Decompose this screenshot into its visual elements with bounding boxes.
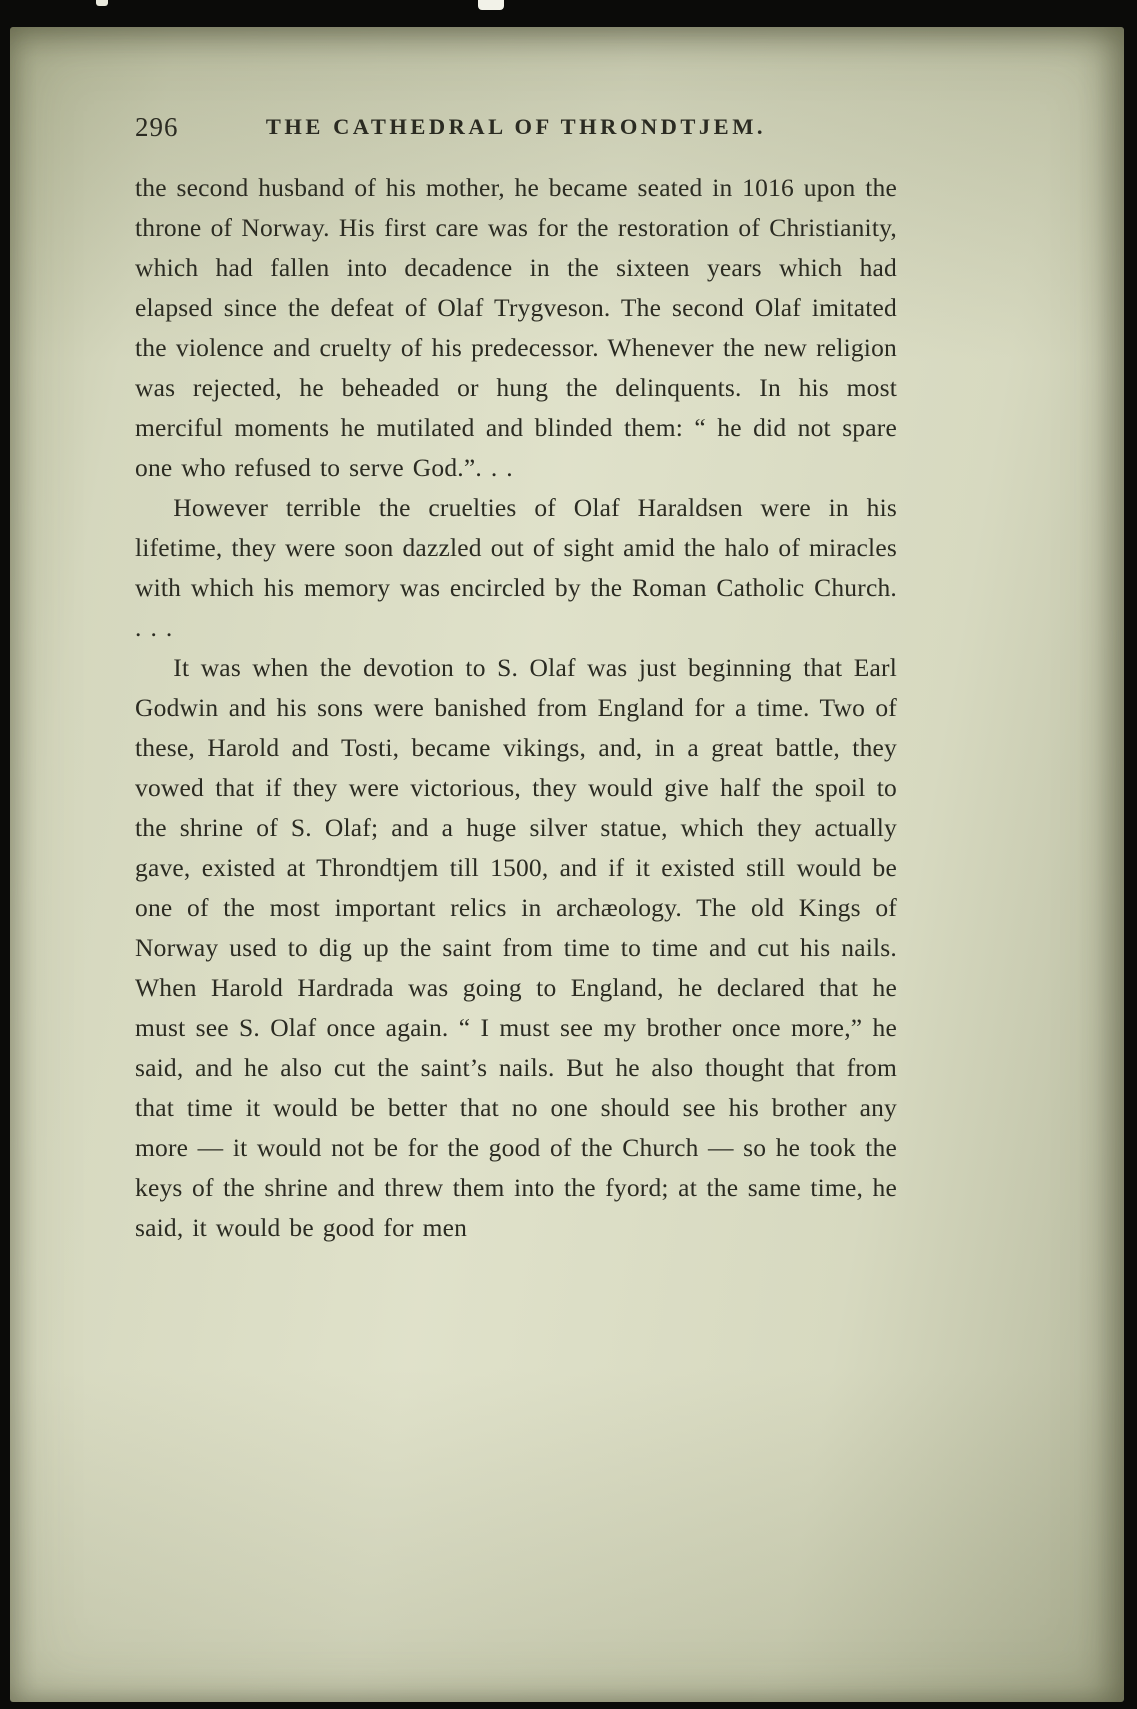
running-title: THE CATHEDRAL OF THRONDTJEM. <box>265 114 767 139</box>
paragraph: It was when the devotion to S. Olaf was just beginning that Earl Godwin and his sons were banished from England for a time. Two of these, Harold and Tosti, became vikings, and, in a great battle, they vowed that if they were victorious, they would give half the spoil to the shrine of S. Olaf; and a huge silver statue, which they actually gave, existed at Throndtjem till 1500, and if it existed still would be one of the most important relics in archæology. The old Kings of Norway used to dig up the saint from time to time and cut his nails. When Harold Hardrada was going to England, he declared that he must see S. Olaf once again. “ I must see my brother once more,” he said, and he also cut the saint’s nails. But he also thought that from that time it would be better that no one should see his brother any more — it would not be for the good of the Church — so he took the keys of the shrine and threw them into the fyord; at the same time, he said, it would be good for men <box>135 653 897 1242</box>
page-header <box>135 110 897 150</box>
scan-artifact-notch <box>478 0 504 10</box>
page-number: 296 <box>135 112 179 142</box>
paragraph: the second husband of his mother, he became seated in 1016 upon the throne of Norway. His first care was for the restoration of Christianity, which had fallen into decadence in the sixteen years which had elapsed since the defeat of Olaf Trygveson. The second Olaf imitated the violence and cruelty of his predecessor. Whenever the new religion was rejected, he beheaded or hung the delinquents. In his most merciful moments he mutilated and blinded them: “ he did not spare one who refused to serve God.”. . . <box>135 173 897 482</box>
page-paragraphs <box>135 168 897 1248</box>
page-content <box>135 27 897 1248</box>
paragraph: However terrible the cruelties of Olaf Haraldsen were in his lifetime, they were soon dazzled out of sight amid the halo of miracles with which his memory was encircled by the Roman Catholic Church. . . . <box>135 493 897 642</box>
book-page <box>10 27 1124 1702</box>
scan-artifact-speck <box>96 0 108 6</box>
